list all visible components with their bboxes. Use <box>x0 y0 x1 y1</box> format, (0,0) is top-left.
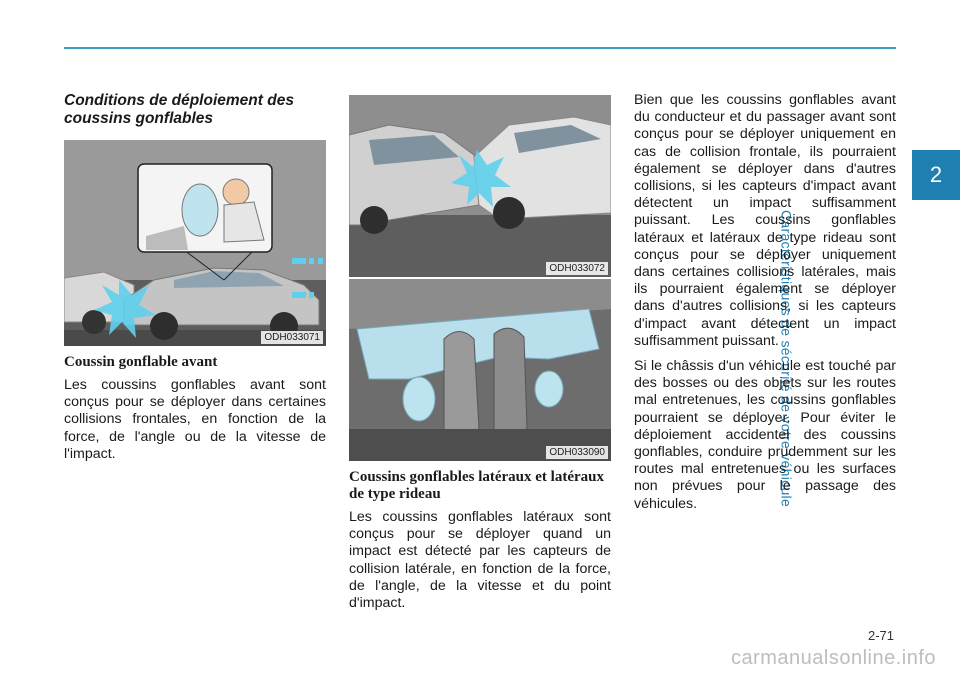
figure-code: ODH033071 <box>261 331 323 344</box>
column-3 <box>634 92 896 521</box>
figure-code: ODH033090 <box>546 446 608 459</box>
figure-code: ODH033072 <box>546 262 608 275</box>
paragraph-deployment-conditions: Bien que les coussins gonflables avant du conducteur et du passager avant sont conçus pour se déployer uniquement en cas de collision frontale, ils pourraient également se déployer dans d'autres collisions, si les capteurs d'impact avant détectent un impact suffisamment puissant. Les coussins gonflables latéraux et latéraux de type rideau sont conçus pour se déployer uniquement dans certaines collisions latérales, mais ils pourraient également se déployer dans d'autres collisions, si les capteurs d'impact avant détectent un impact suffisamment puissant. <box>634 92 896 349</box>
watermark: carmanualsonline.info <box>730 647 936 669</box>
column-1 <box>64 92 326 471</box>
curtain-airbag-illustration <box>349 279 611 461</box>
figure-curtain-airbag <box>349 279 611 461</box>
subheading-side-airbag: Coussins gonflables latéraux et latéraux de type rideau <box>349 469 604 502</box>
side-collision-illustration <box>349 95 611 277</box>
paragraph-rough-roads: Si le châssis d'un véhicule est touché par des bosses ou des objets sur les routes mal entretenues, les coussins gonflables pourraient se déployer. Pour éviter le déploiement accidentel des coussins gonflables, conduire prudemment sur les routes mal entretenues ou les surfaces non prévues pour le passage des véhicules. <box>634 358 896 512</box>
figure-front-airbag <box>64 140 326 346</box>
page-number: 2-71 <box>867 628 894 643</box>
figure-side-collision <box>349 95 611 277</box>
chapter-number: 2 <box>929 162 943 187</box>
front-collision-illustration <box>64 140 326 346</box>
chapter-side-title <box>778 210 950 510</box>
chapter-title: Caractéristiques de sécurité de votre véhicule <box>778 210 795 508</box>
paragraph-front-airbag: Les coussins gonflables avant sont conçus pour se déployer dans certaines collisions frontales, en fonction de la force, de l'angle ou de la vitesse de l'impact. <box>64 377 326 462</box>
paragraph-side-airbag: Les coussins gonflables latéraux sont conçus pour se déployer quand un impact est détecté par les capteurs de collision latérale, en fonction de la force, de l'angle, de la vitesse et du point d'impact. <box>349 509 611 612</box>
subheading-front-airbag: Coussin gonflable avant <box>64 354 218 370</box>
chapter-tab <box>912 150 960 200</box>
section-heading: Conditions de déploiement des coussins gonflables <box>64 92 294 127</box>
column-2 <box>349 95 611 620</box>
top-rule <box>64 47 896 49</box>
